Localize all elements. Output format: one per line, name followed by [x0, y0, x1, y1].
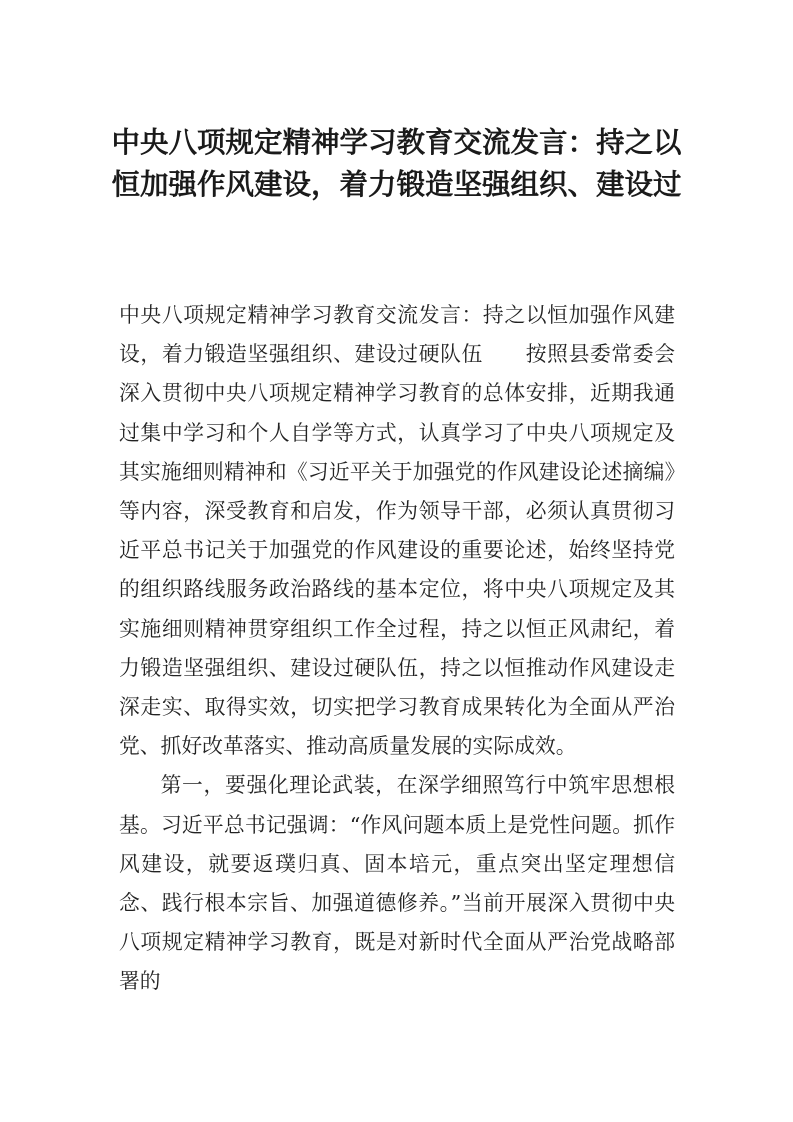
document-body — [119, 296, 675, 1002]
document-title: 中央八项规定精神学习教育交流发言：持之以恒加强作风建设，着力锻造坚强组织、建设过 — [111, 126, 682, 201]
paragraph-intro: 中央八项规定精神学习教育交流发言：持之以恒加强作风建设，着力锻造坚强组织、建设过硬队伍 按照县委常委会深入贯彻中央八项规定精神学习教育的总体安排，近期我通过集中学习和个人自学等方式，认真学习了中央八项规定及其实施细则精神和《习近平关于加强党的作风建设论述摘编》等内容，深受教育和启发，作为领导干部，必须认真贯彻习近平总书记关于加强党的作风建设的重要论述，始终坚持党的组织路线服务政治路线的基本定位，将中央八项规定及其实施细则精神贯穿组织工作全过程，持之以恒正风肃纪，着力锻造坚强组织、建设过硬队伍，持之以恒推动作风建设走深走实、取得实效，切实把学习教育成果转化为全面从严治党、抓好改革落实、推动高质量发展的实际成效。 — [119, 303, 675, 759]
paragraph-first-point: 第一，要强化理论武装，在深学细照笃行中筑牢思想根基。习近平总书记强调：“作风问题本质上是党性问题。抓作风建设，就要返璞归真、固本培元，重点突出坚定理想信念、践行根本宗旨、加强道德修养。”当前开展深入贯彻中央八项规定精神学习教育，既是对新时代全面从严治党战略部署的 — [119, 773, 675, 994]
